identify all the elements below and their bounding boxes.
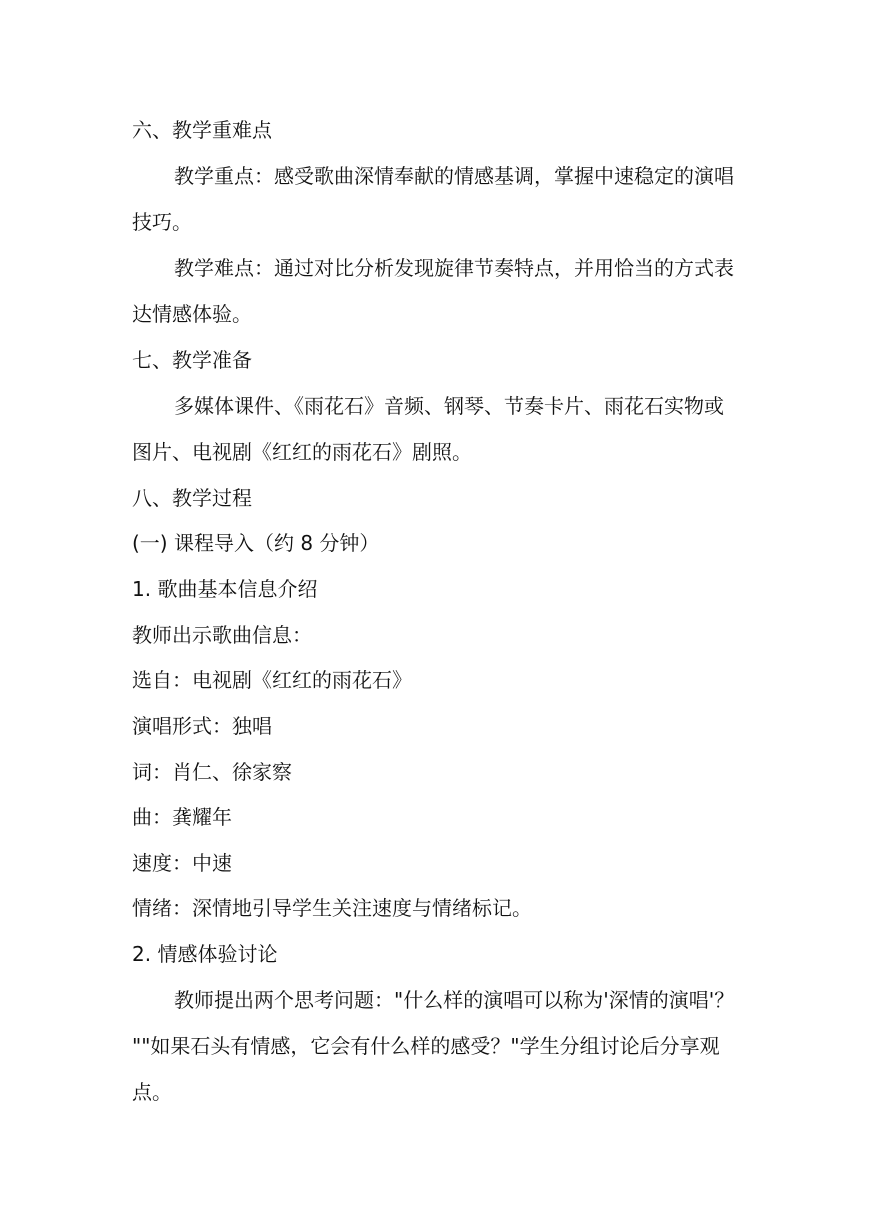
section-heading-6: 六、教学重难点	[132, 118, 272, 142]
paragraph-line: 技巧。	[132, 210, 192, 234]
paragraph-line: 教学难点：通过对比分析发现旋律节奏特点，并用恰当的方式表	[174, 256, 734, 280]
paragraph-line: 教师出示歌曲信息：	[132, 623, 312, 647]
paragraph-line: 点。	[132, 1080, 172, 1104]
paragraph-line: 图片、电视剧《红红的雨花石》剧照。	[132, 440, 472, 464]
info-line: 演唱形式：独唱	[132, 714, 272, 738]
info-line: 速度：中速	[132, 851, 232, 875]
paragraph-line: 多媒体课件、《雨花石》音频、钢琴、节奏卡片、雨花石实物或	[174, 394, 724, 418]
section-heading-8: 八、教学过程	[132, 486, 252, 510]
info-line: 词：肖仁、徐家察	[132, 760, 292, 784]
paragraph-line: 达情感体验。	[132, 302, 252, 326]
info-line: 曲：龚耀年	[132, 805, 232, 829]
list-item-heading: 1. 歌曲基本信息介绍	[132, 577, 318, 601]
list-item-heading: 2. 情感体验讨论	[132, 942, 278, 966]
subsection-heading: (一) 课程导入（约 8 分钟）	[132, 531, 380, 555]
paragraph-line: 教学重点：感受歌曲深情奉献的情感基调，掌握中速稳定的演唱	[174, 164, 734, 188]
paragraph-line: ""如果石头有情感，它会有什么样的感受？"学生分组讨论后分享观	[132, 1034, 720, 1058]
info-line: 选自：电视剧《红红的雨花石》	[132, 668, 412, 692]
info-line: 情绪：深情地引导学生关注速度与情绪标记。	[132, 896, 532, 920]
paragraph-line: 教师提出两个思考问题："什么样的演唱可以称为'深情的演唱'？	[174, 988, 735, 1012]
section-heading-7: 七、教学准备	[132, 348, 252, 372]
